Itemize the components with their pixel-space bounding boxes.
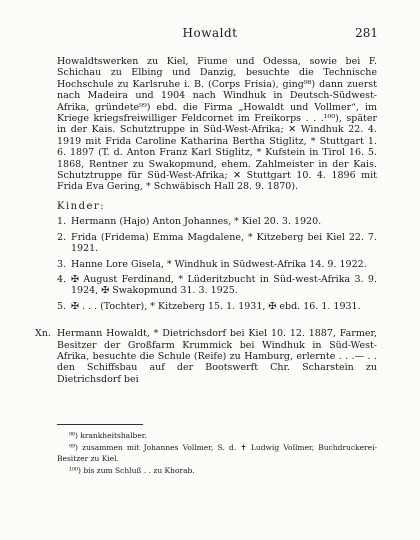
child-number: 3. — [57, 258, 67, 270]
child-number: 1. — [57, 216, 67, 228]
child-text: Hermann (Hajo) Anton Johannes, * Kiel 20. 3. 1920. — [71, 216, 322, 228]
entry-text: Hermann Howaldt, * Dietrichsdorf bei Kiel 10. 12. 1887, Farmer, Besitzer der Großfarm Krummick bei Windhuk in Süd-West-Afrika, besuchte die Schule (Reife) zu Hamburg, erlernte . . .— . . den Schiffsbau auf der Bootswerft Chr. Scharstein zu Dietrichsdorf bei — [57, 328, 377, 385]
child-text: ✠ . . . (Tochter), * Kitzeberg 15. 1. 1931, ✠ ebd. 16. 1. 1931. — [71, 300, 361, 312]
list-item — [57, 216, 377, 227]
list-item — [57, 274, 377, 297]
child-text: ✠ August Ferdinand, * Lüderitzbucht in Süd-west-Afrika 3. 9. 1924, ✠ Swakopmund 31. 3. 1925. — [71, 273, 377, 297]
child-text: Hanne Lore Gisela, * Windhuk in Südwest-Afrika 14. 9. 1922. — [71, 258, 367, 270]
footnotes — [57, 430, 377, 477]
main-text — [35, 56, 377, 385]
list-item — [57, 259, 377, 270]
child-number: 2. — [57, 231, 67, 243]
list-item — [57, 301, 377, 312]
generation-marker: Xn. — [35, 328, 51, 340]
genealogy-entry — [35, 328, 377, 385]
child-number: 5. — [57, 300, 67, 312]
footnote: ⁹⁹) zusammen mit Johannes Vollmer, S. d. ✝ Ludwig Vollmer, Buchdruckerei-Besitzer zu Kiel. — [57, 443, 377, 463]
page-number: 281 — [355, 26, 378, 40]
list-item — [57, 232, 377, 255]
running-header — [0, 26, 420, 42]
child-text: Frida (Fridema) Emma Magdalene, * Kitzeberg bei Kiel 22. 7. 1921. — [71, 231, 377, 255]
biography-paragraph: Howaldtswerken zu Kiel, Fiume und Odessa, sowie bei F. Schichau zu Elbing und Danzig, besuchte die Technische Hochschule zu Karlsruhe i. B. (Corps Frisia), ging⁹⁸) dann zuerst nach Madeira und 1904 nach Windhuk in Deutsch-Südwest-Afrika, gründete⁹⁹) ebd. die Firma „Howaldt und Vollmer“, im Kriege kriegsfreiwilliger Feldcornet im Freikorps . . .¹⁰⁰), später in der Kais. Schutztruppe in Süd-West-Afrika; ✕ Windhuk 22. 4. 1919 mit Frida Caroline Katharina Bertha Stiglitz, * Stuttgart 1. 6. 1897 (T. d. Anton Franz Karl Stiglitz, * Kufstein in Tirol 16. 5. 1868, Rentner zu Swakopmund, ehem. Zahlmeister in der Kais. Schutztruppe für Süd-West-Afrika; ✕ Stuttgart 10. 4. 1896 mit Frida Eva Gering, * Schwäbisch Hall 28. 9. 1870). — [57, 56, 377, 193]
running-title: Howaldt — [182, 26, 238, 40]
children-heading: Kinder: — [57, 200, 106, 212]
footnote-divider — [57, 424, 143, 425]
child-number: 4. — [57, 273, 67, 285]
footnote: ¹⁰⁰) bis zum Schluß . . zu Khorab. — [69, 466, 195, 475]
children-list — [57, 216, 377, 312]
footnote: ⁹⁸) krankheitshalber. — [69, 431, 147, 440]
